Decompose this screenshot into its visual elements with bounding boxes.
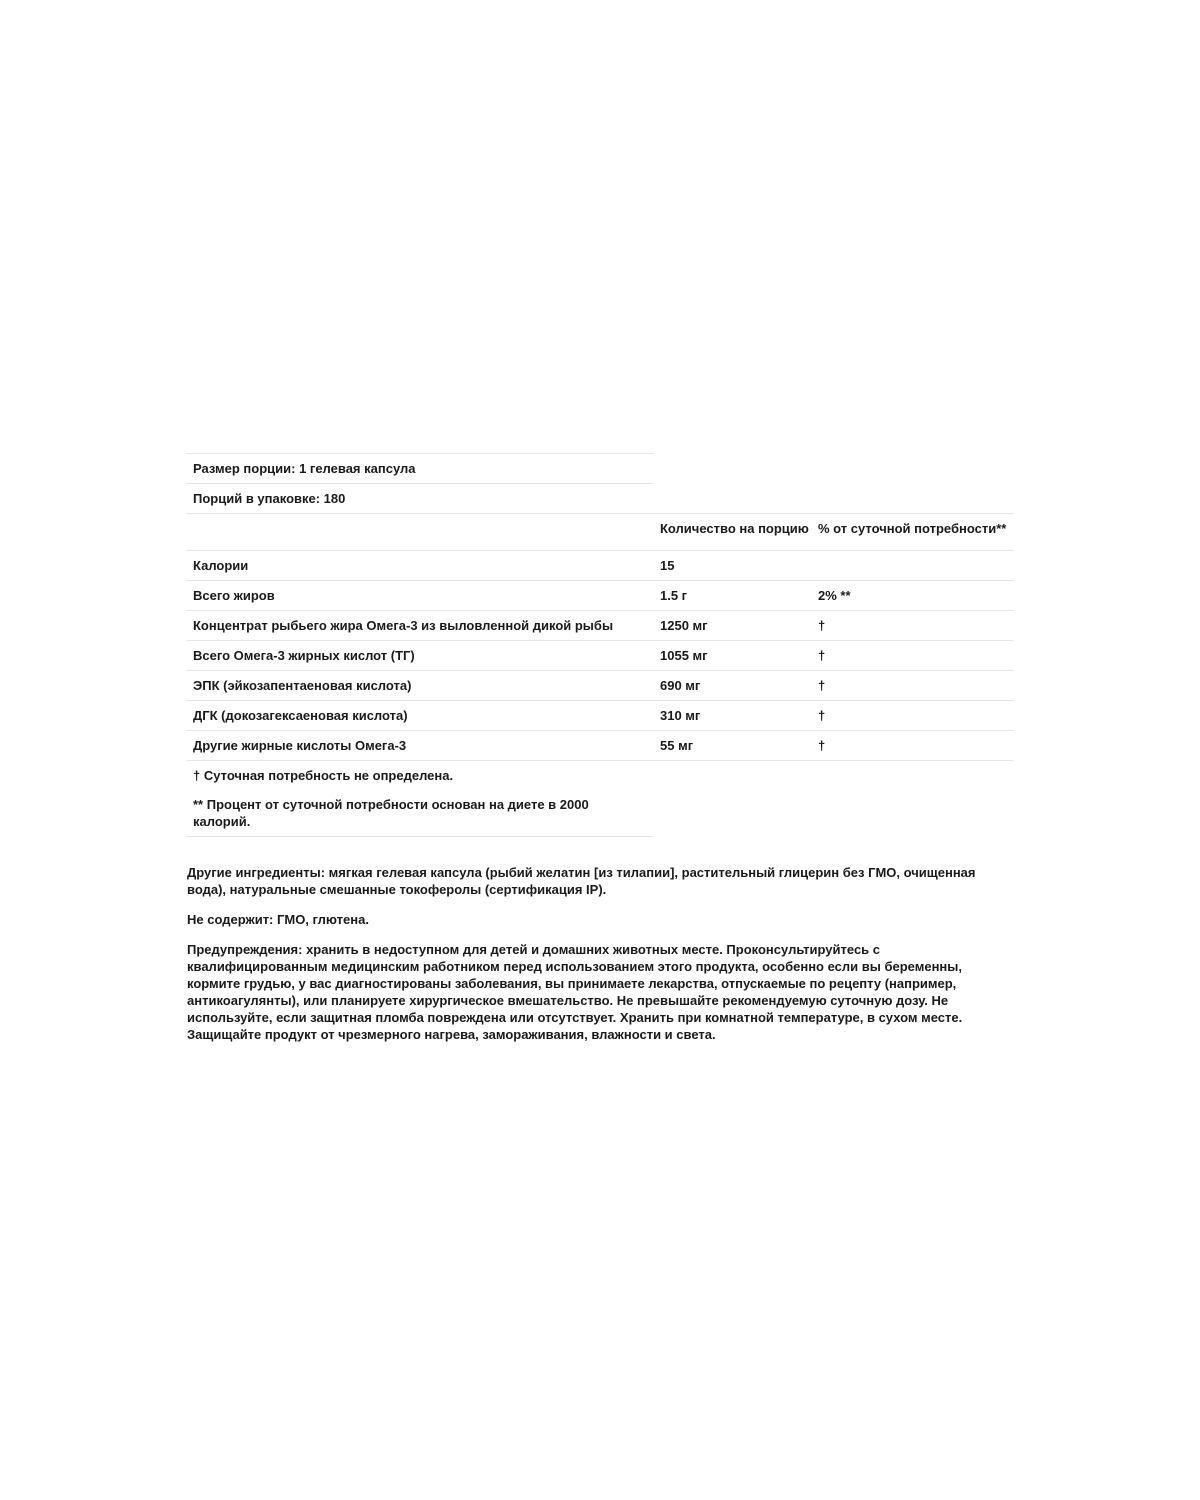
warnings: Предупреждения: хранить в недоступном для детей и домашних животных месте. Проконсультируйтесь с квалифицированным медицинским работником перед использованием этого продукта, особенно если вы беременны, кормите грудью, у вас диагностированы заболевания, вы принимаете лекарства, отпускаемые по рецепту (например, антикоагулянты), или планируете хирургическое вмешательство. Не превышайте рекомендуемую суточную дозу. Не используйте, если защитная пломба повреждена или отсутствует. Хранить при комнатной температуре, в сухом месте. Защищайте продукт от чрезмерного нагрева, замораживания, влажности и света. <box>187 942 963 1042</box>
serving-size: Размер порции: 1 гелевая капсула <box>193 461 416 476</box>
servings-per-container: Порций в упаковке: 180 <box>193 491 346 506</box>
nutrient-daily-value: † <box>818 618 826 633</box>
nutrient-name: Калории <box>193 558 249 573</box>
table-row <box>187 730 1013 761</box>
servings-per-container-row <box>187 483 654 513</box>
footnote-row <box>187 790 654 837</box>
nutrient-amount: 1055 мг <box>660 648 708 663</box>
nutrient-amount: 55 мг <box>660 738 694 753</box>
header-empty-cell <box>187 514 654 550</box>
nutrient-name: Всего Омега-3 жирных кислот (ТГ) <box>193 648 415 663</box>
footnote-row <box>187 761 654 790</box>
table-row <box>187 700 1013 730</box>
table-row <box>187 670 1013 700</box>
table-row <box>187 580 1013 610</box>
header-daily-value: % от суточной потребности** <box>818 521 1007 536</box>
nutrient-name: Всего жиров <box>193 588 275 603</box>
nutrient-daily-value: † <box>818 738 826 753</box>
table-row <box>187 640 1013 670</box>
nutrient-daily-value: † <box>818 708 826 723</box>
nutrient-daily-value: † <box>818 648 826 663</box>
nutrient-daily-value: 2% ** <box>818 588 851 603</box>
nutrient-name: ДГК (докозагексаеновая кислота) <box>193 708 408 723</box>
nutrient-amount: 690 мг <box>660 678 701 693</box>
table-row <box>187 550 1013 580</box>
header-amount: Количество на порцию <box>660 521 809 536</box>
table-header-row <box>187 513 1013 550</box>
free-of-statement: Не содержит: ГМО, глютена. <box>187 912 369 927</box>
nutrient-name: Концентрат рыбьего жира Омега-3 из выловленной дикой рыбы <box>193 618 614 633</box>
nutrient-amount: 15 <box>660 558 675 573</box>
nutrient-daily-value <box>812 551 1013 580</box>
footnote-dagger: † Суточная потребность не определена. <box>193 768 454 783</box>
footnote-daily-value: ** Процент от суточной потребности основан на диете в 2000 калорий. <box>193 797 589 829</box>
nutrient-daily-value: † <box>818 678 826 693</box>
nutrient-amount: 1.5 г <box>660 588 688 603</box>
serving-size-row <box>187 453 654 483</box>
nutrient-name: Другие жирные кислоты Омега-3 <box>193 738 407 753</box>
nutrient-amount: 1250 мг <box>660 618 708 633</box>
nutrient-amount: 310 мг <box>660 708 701 723</box>
other-ingredients: Другие ингредиенты: мягкая гелевая капсула (рыбий желатин [из тилапии], растительный глицерин без ГМО, очищенная вода), натуральные смешанные токоферолы (сертификация IP). <box>187 865 976 897</box>
table-row <box>187 610 1013 640</box>
nutrient-name: ЭПК (эйкозапентаеновая кислота) <box>193 678 412 693</box>
supplement-facts-table <box>187 453 1013 837</box>
